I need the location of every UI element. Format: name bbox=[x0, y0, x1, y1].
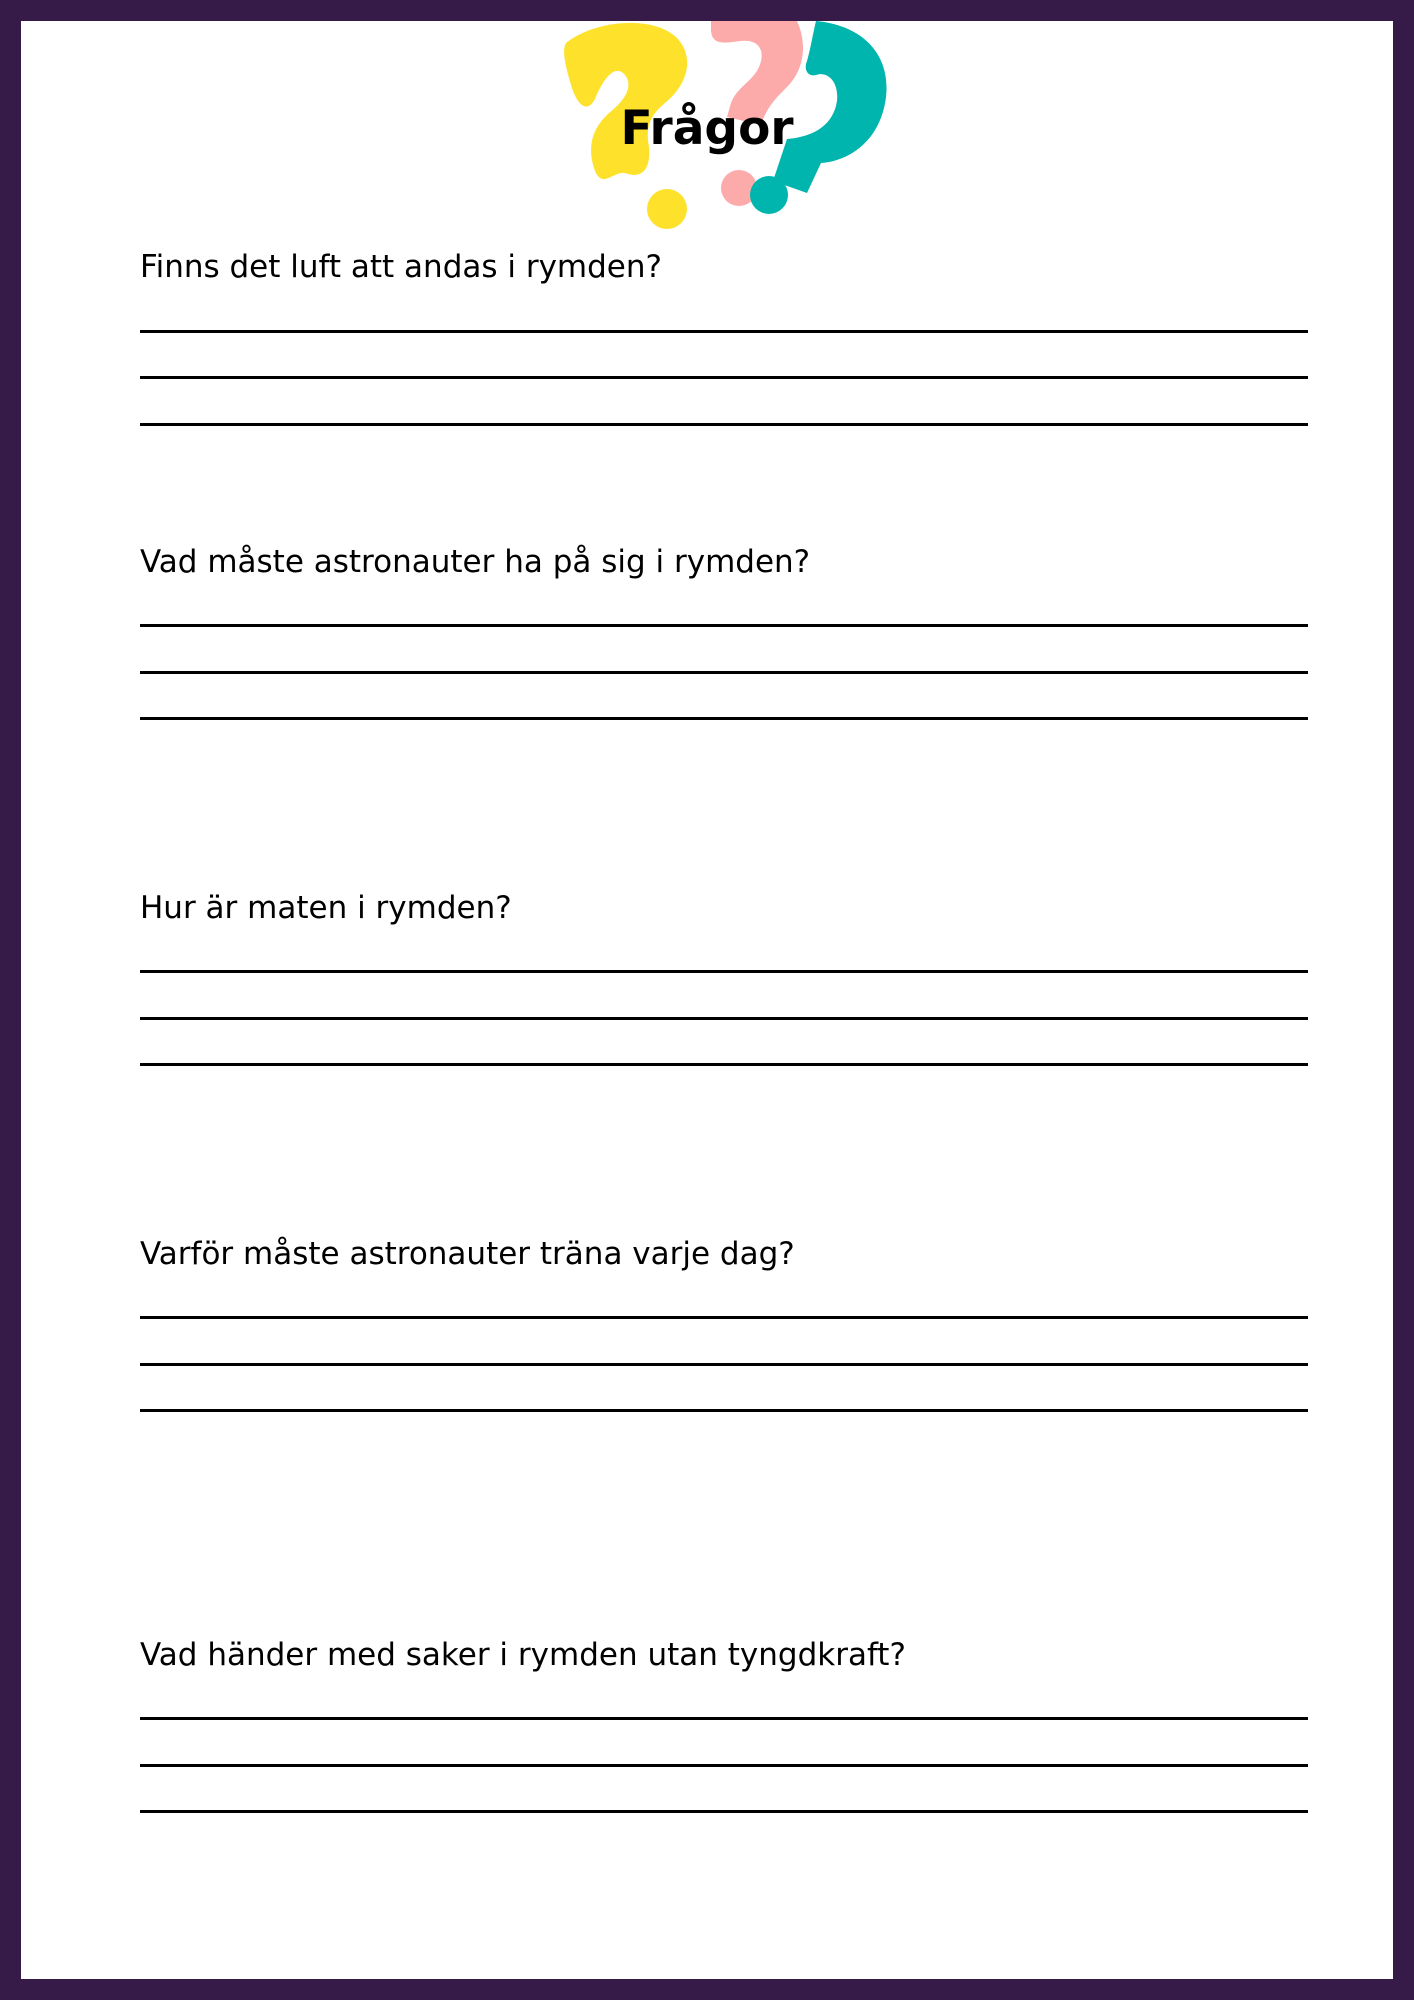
question-4 bbox=[140, 1234, 1308, 1274]
answer-line[interactable] bbox=[140, 970, 1308, 973]
answer-line[interactable] bbox=[140, 671, 1308, 674]
question-3 bbox=[140, 888, 1308, 928]
answer-line[interactable] bbox=[140, 1717, 1308, 1720]
question-text: Varför måste astronauter träna varje dag? bbox=[140, 1236, 795, 1272]
question-text: Vad händer med saker i rymden utan tyngdkraft? bbox=[140, 1637, 906, 1673]
question-text: Vad måste astronauter ha på sig i rymden? bbox=[140, 544, 811, 580]
answer-line[interactable] bbox=[140, 376, 1308, 379]
answer-line[interactable] bbox=[140, 330, 1308, 333]
question-1 bbox=[140, 247, 1308, 287]
question-2 bbox=[140, 542, 1308, 582]
question-5 bbox=[140, 1635, 1308, 1675]
answer-line[interactable] bbox=[140, 1316, 1308, 1319]
question-text: Hur är maten i rymden? bbox=[140, 890, 512, 926]
answer-line[interactable] bbox=[140, 1017, 1308, 1020]
question-text: Finns det luft att andas i rymden? bbox=[140, 249, 662, 285]
answer-line[interactable] bbox=[140, 1810, 1308, 1813]
answer-line[interactable] bbox=[140, 423, 1308, 426]
answer-line[interactable] bbox=[140, 1363, 1308, 1366]
answer-line[interactable] bbox=[140, 717, 1308, 720]
answer-line[interactable] bbox=[140, 1764, 1308, 1767]
answer-line[interactable] bbox=[140, 624, 1308, 627]
page-title: Frågor bbox=[620, 101, 794, 156]
answer-line[interactable] bbox=[140, 1063, 1308, 1066]
answer-line[interactable] bbox=[140, 1409, 1308, 1412]
header bbox=[21, 21, 1393, 261]
